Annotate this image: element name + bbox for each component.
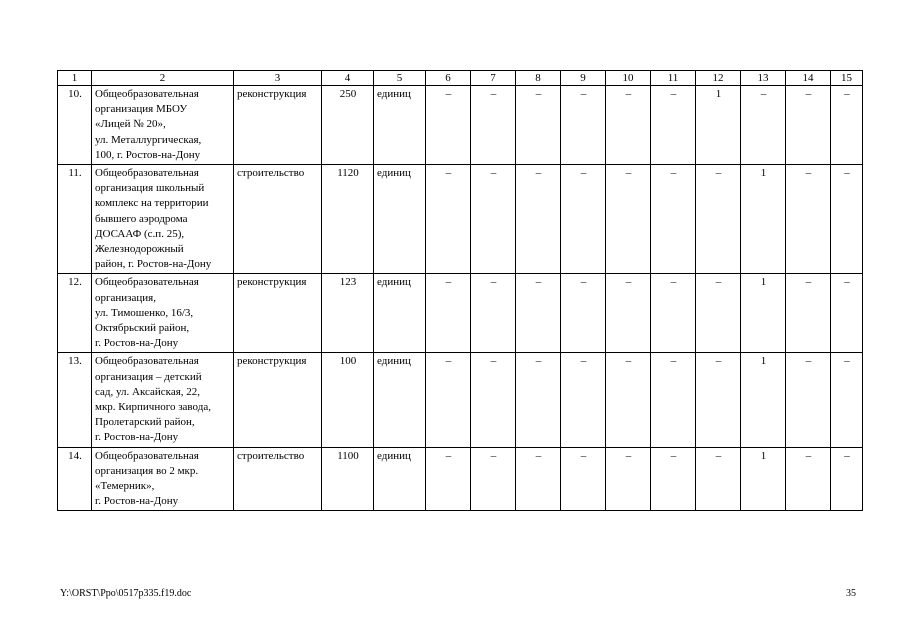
year-value-cell: – (696, 274, 741, 353)
capacity-cell: 250 (322, 86, 374, 165)
column-header-15: 15 (831, 71, 863, 86)
row-number-cell: 14. (58, 447, 92, 511)
table-row (58, 447, 863, 511)
year-value-cell: – (561, 447, 606, 511)
column-header-6: 6 (426, 71, 471, 86)
object-name-cell: Общеобразовательная организация во 2 мкр. «Темерник», г. Ростов-на-Дону (92, 447, 234, 511)
year-value-cell: – (516, 165, 561, 274)
column-header-7: 7 (471, 71, 516, 86)
capacity-cell: 123 (322, 274, 374, 353)
year-value-cell: – (651, 165, 696, 274)
year-value-cell: – (516, 353, 561, 447)
year-value-cell: – (831, 447, 863, 511)
table-body (58, 86, 863, 511)
year-value-cell: – (561, 353, 606, 447)
year-value-cell: – (561, 86, 606, 165)
year-value-cell: – (606, 165, 651, 274)
capacity-cell: 1120 (322, 165, 374, 274)
row-number-cell: 13. (58, 353, 92, 447)
column-header-8: 8 (516, 71, 561, 86)
column-header-2: 2 (92, 71, 234, 86)
year-value-cell: – (651, 86, 696, 165)
year-value-cell: – (786, 274, 831, 353)
year-value-cell: – (561, 274, 606, 353)
object-name-cell: Общеобразовательная организация, ул. Тимошенко, 16/3, Октябрьский район, г. Ростов-на-Дону (92, 274, 234, 353)
capacity-cell: 1100 (322, 447, 374, 511)
file-path: Y:\ORST\Ppo\0517p335.f19.doc (60, 588, 192, 599)
unit-cell: единиц (374, 86, 426, 165)
work-type-cell: строительство (234, 447, 322, 511)
column-header-13: 13 (741, 71, 786, 86)
object-name-cell: Общеобразовательная организация МБОУ «Лицей № 20», ул. Металлургическая, 100, г. Ростов-на-Дону (92, 86, 234, 165)
year-value-cell: – (786, 86, 831, 165)
year-value-cell: – (651, 447, 696, 511)
year-value-cell: – (651, 274, 696, 353)
year-value-cell: – (831, 274, 863, 353)
year-value-cell: – (471, 86, 516, 165)
work-type-cell: реконструкция (234, 86, 322, 165)
year-value-cell: – (471, 353, 516, 447)
work-type-cell: строительство (234, 165, 322, 274)
year-value-cell: – (786, 353, 831, 447)
year-value-cell: – (831, 165, 863, 274)
year-value-cell: – (471, 165, 516, 274)
year-value-cell: – (606, 353, 651, 447)
column-header-5: 5 (374, 71, 426, 86)
year-value-cell: – (786, 165, 831, 274)
year-value-cell: – (651, 353, 696, 447)
year-value-cell: – (426, 447, 471, 511)
year-value-cell: – (426, 86, 471, 165)
column-header-14: 14 (786, 71, 831, 86)
column-header-12: 12 (696, 71, 741, 86)
table-row (58, 165, 863, 274)
column-header-9: 9 (561, 71, 606, 86)
unit-cell: единиц (374, 447, 426, 511)
row-number-cell: 12. (58, 274, 92, 353)
year-value-cell: – (426, 165, 471, 274)
column-header-3: 3 (234, 71, 322, 86)
year-value-cell: – (606, 447, 651, 511)
year-value-cell: – (516, 274, 561, 353)
column-header-10: 10 (606, 71, 651, 86)
table-row (58, 86, 863, 165)
year-value-cell: – (831, 353, 863, 447)
year-value-cell: – (426, 274, 471, 353)
table-row (58, 353, 863, 447)
year-value-cell: – (696, 447, 741, 511)
column-header-1: 1 (58, 71, 92, 86)
page-number: 35 (846, 588, 856, 599)
header-row (58, 71, 863, 86)
year-value-cell: – (471, 447, 516, 511)
year-value-cell: – (426, 353, 471, 447)
work-type-cell: реконструкция (234, 353, 322, 447)
year-value-cell: 1 (741, 447, 786, 511)
year-value-cell: – (696, 353, 741, 447)
year-value-cell: – (561, 165, 606, 274)
year-value-cell: – (831, 86, 863, 165)
unit-cell: единиц (374, 165, 426, 274)
year-value-cell: 1 (741, 165, 786, 274)
year-value-cell: – (471, 274, 516, 353)
year-value-cell: – (741, 86, 786, 165)
row-number-cell: 11. (58, 165, 92, 274)
object-name-cell: Общеобразовательная организация – детский сад, ул. Аксайская, 22, мкр. Кирпичного завода, Пролетарский район, г. Ростов-на-Дону (92, 353, 234, 447)
year-value-cell: – (516, 86, 561, 165)
year-value-cell: 1 (741, 274, 786, 353)
year-value-cell: – (516, 447, 561, 511)
year-value-cell: 1 (696, 86, 741, 165)
work-type-cell: реконструкция (234, 274, 322, 353)
column-header-11: 11 (651, 71, 696, 86)
column-header-4: 4 (322, 71, 374, 86)
unit-cell: единиц (374, 274, 426, 353)
unit-cell: единиц (374, 353, 426, 447)
table-row (58, 274, 863, 353)
data-table (57, 70, 863, 511)
year-value-cell: – (696, 165, 741, 274)
row-number-cell: 10. (58, 86, 92, 165)
year-value-cell: – (786, 447, 831, 511)
year-value-cell: 1 (741, 353, 786, 447)
year-value-cell: – (606, 274, 651, 353)
capacity-cell: 100 (322, 353, 374, 447)
object-name-cell: Общеобразовательная организация школьный комплекс на территории бывшего аэродрома ДОСААФ (с.п. 25), Железнодорожный район, г. Ростов-на-Дону (92, 165, 234, 274)
year-value-cell: – (606, 86, 651, 165)
